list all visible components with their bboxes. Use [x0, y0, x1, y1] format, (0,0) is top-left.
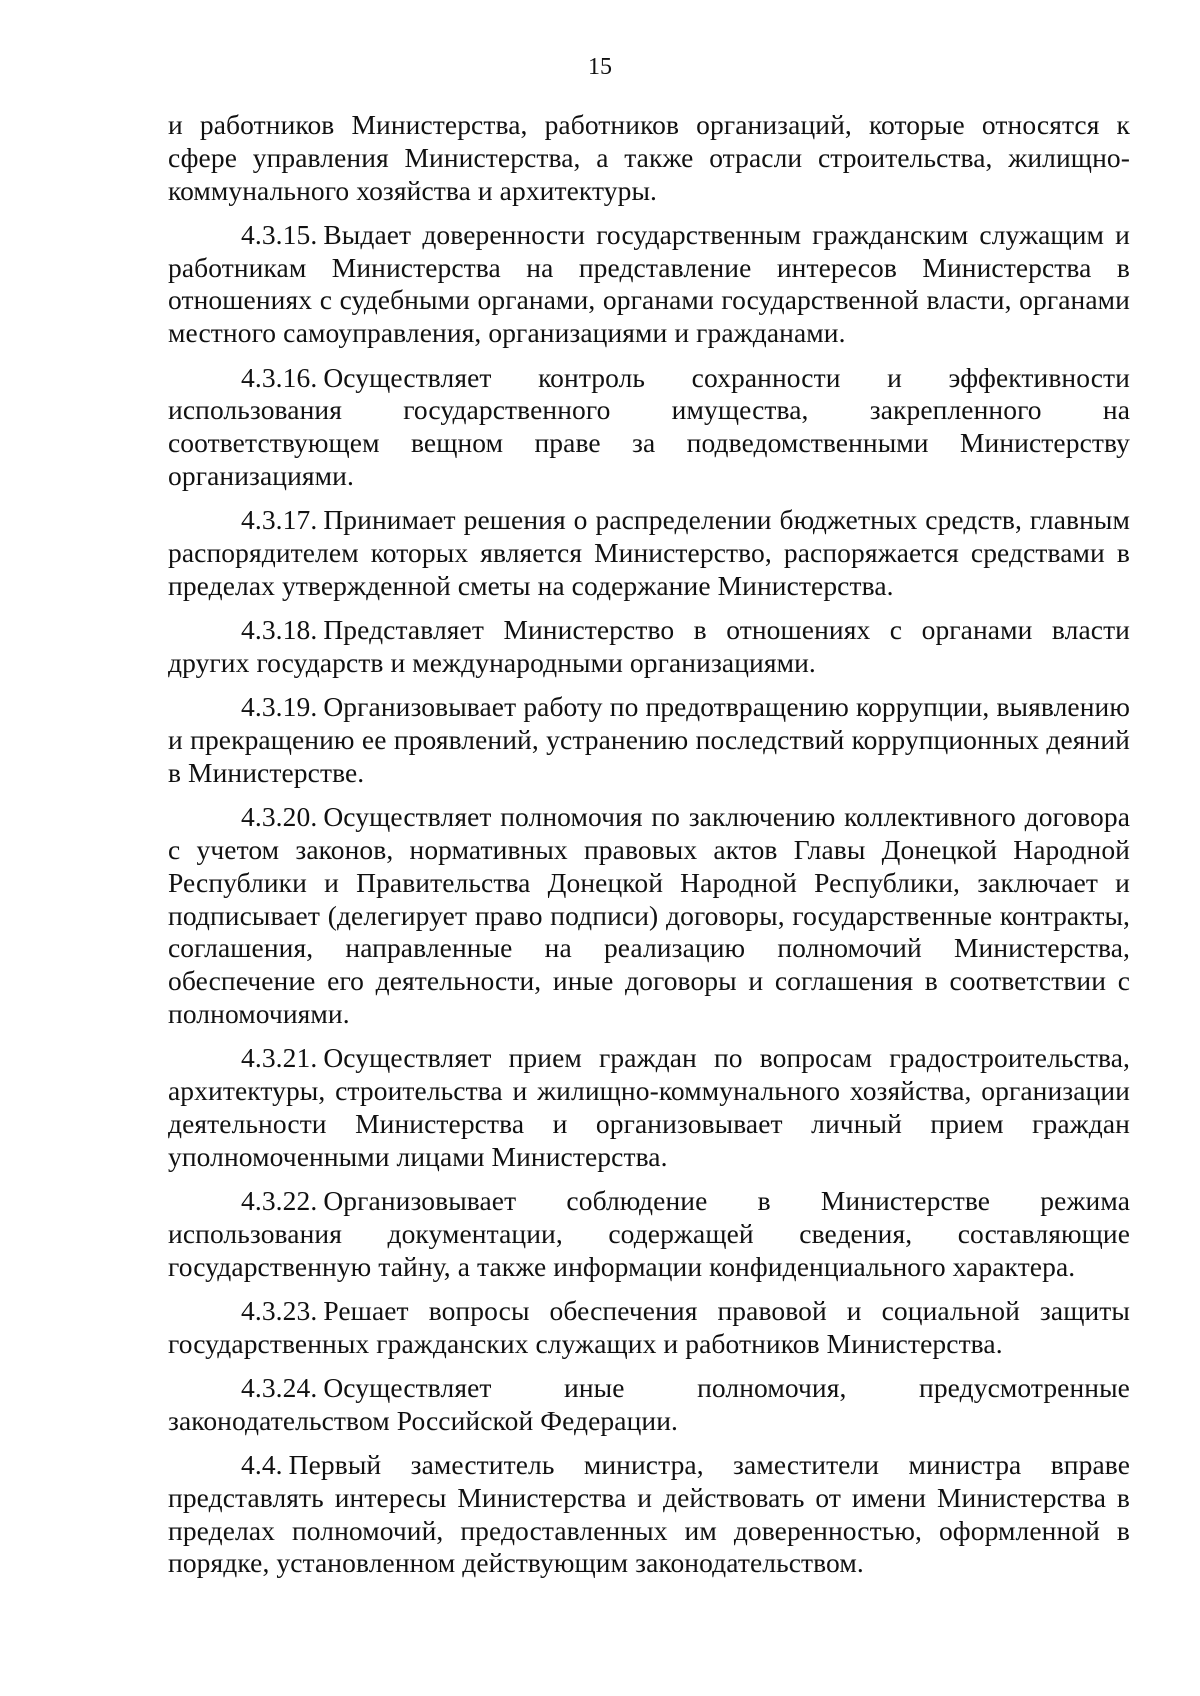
paragraph-4-3-18 [168, 614, 1130, 680]
clause-number: 4.3.20. [241, 801, 318, 833]
paragraph-text: Принимает решения о распределении бюджетных средств, главным распорядителем которых является Министерство, распоряжается средствами в пределах утвержденной сметы на содержание Министерства. [168, 504, 1130, 601]
clause-number: 4.3.16. [241, 361, 318, 393]
paragraph-continuation [168, 109, 1130, 207]
clause-number: 4.3.21. [241, 1042, 318, 1074]
paragraph-4-3-22 [168, 1185, 1130, 1283]
paragraph-4-3-19 [168, 691, 1130, 789]
page-number: 15 [588, 54, 612, 80]
document-body [168, 109, 1130, 1592]
paragraph-text: Организовывает соблюдение в Министерстве режима использования документации, содержащей сведения, составляющие государственную тайну, а также информации конфиденциального характера. [168, 1184, 1130, 1282]
paragraph-4-3-23 [168, 1295, 1130, 1361]
paragraph-4-4 [168, 1449, 1130, 1580]
paragraph-text: Осуществляет иные полномочия, предусмотренные законодательством Российской Федерации. [168, 1371, 1130, 1436]
clause-number: 4.3.22. [241, 1184, 318, 1216]
paragraph-4-3-20 [168, 801, 1130, 1031]
clause-number: 4.3.15. [241, 218, 318, 250]
paragraph-4-3-24 [168, 1372, 1130, 1438]
paragraph-4-3-17 [168, 504, 1130, 602]
clause-number: 4.3.17. [241, 504, 318, 536]
paragraph-text: Выдает доверенности государственным гражданским служащим и работникам Министерства на представление интересов Министерства в отношениях с судебными органами, органами государственной власти, органами местного самоуправления, организациями и гражданами. [168, 218, 1130, 349]
paragraph-text: Организовывает работу по предотвращению коррупции, выявлению и прекращению ее проявлений, устранению последствий коррупционных деяний в Министерстве. [168, 691, 1130, 788]
paragraph-4-3-15 [168, 219, 1130, 350]
clause-number: 4.3.23. [241, 1294, 318, 1326]
paragraph-text: Первый заместитель министра, заместители министра вправе представлять интересы Министерства и действовать от имени Министерства в пределах полномочий, предоставленных им доверенностью, оформленной в порядке, установленном действующим законодательством. [168, 1448, 1130, 1579]
paragraph-text: Осуществляет полномочия по заключению коллективного договора с учетом законов, нормативных правовых актов Главы Донецкой Народной Республики и Правительства Донецкой Народной Республики, заключает и подписывает (делегирует право подписи) договоры, государственные контракты, соглашения, направленные на реализацию полномочий Министерства, обеспечение его деятельности, иные договоры и соглашения в соответствии с полномочиями. [168, 801, 1130, 1029]
paragraph-4-3-16 [168, 362, 1130, 493]
paragraph-text: Осуществляет контроль сохранности и эффективности использования государственного имущества, закрепленного на соответствующем вещном праве за подведомственными Министерству организациями. [168, 361, 1130, 491]
paragraph-text: и работников Министерства, работников организаций, которые относятся к сфере управления Министерства, а также отрасли строительства, жилищно-коммунального хозяйства и архитектуры. [168, 109, 1130, 206]
paragraph-text: Решает вопросы обеспечения правовой и социальной защиты государственных гражданских служащих и работников Министерства. [168, 1294, 1130, 1359]
paragraph-4-3-21 [168, 1042, 1130, 1173]
clause-number: 4.3.18. [241, 614, 318, 646]
clause-number: 4.3.24. [241, 1371, 318, 1403]
clause-number: 4.3.19. [241, 691, 318, 723]
clause-number: 4.4. [241, 1448, 283, 1480]
paragraph-text: Осуществляет прием граждан по вопросам градостроительства, архитектуры, строительства и жилищно-коммунального хозяйства, организации деятельности Министерства и организовывает личный прием граждан уполномоченными лицами Министерства. [168, 1042, 1130, 1172]
paragraph-text: Представляет Министерство в отношениях с органами власти других государств и международными организациями. [168, 614, 1130, 678]
